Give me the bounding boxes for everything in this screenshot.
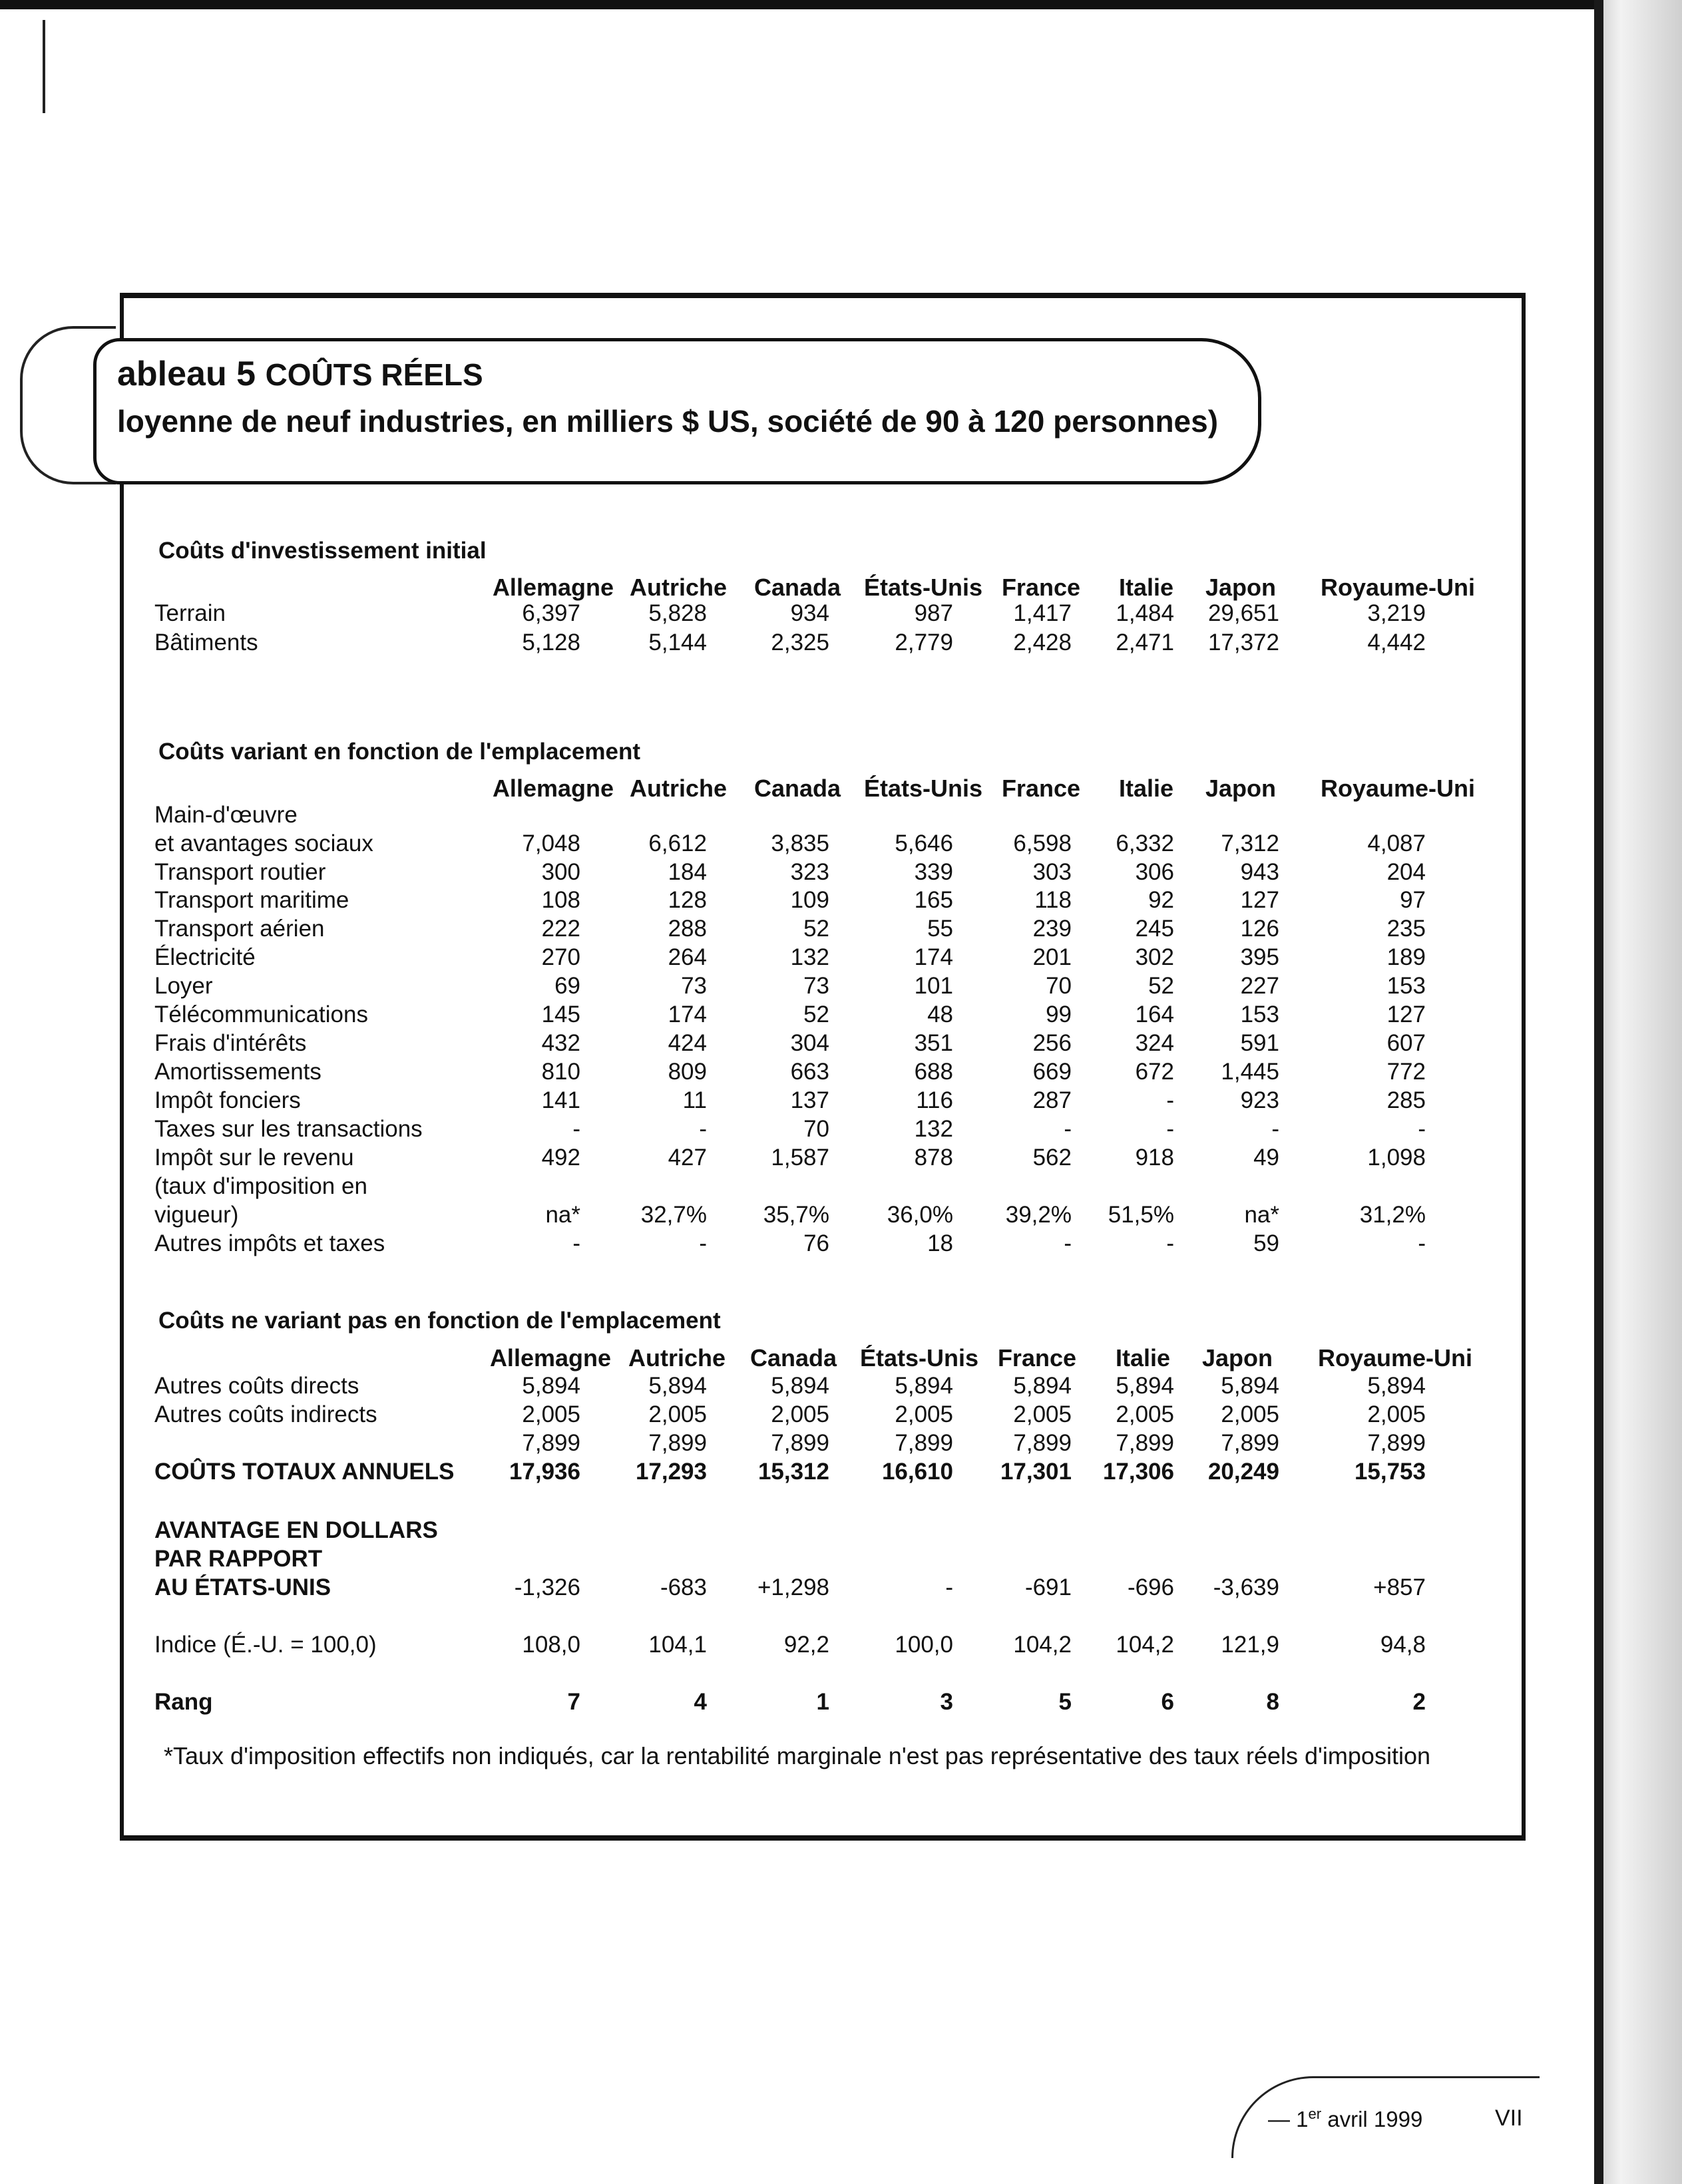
table-cell: 1,587 xyxy=(771,1145,829,1171)
table-cell: 809 xyxy=(668,1059,707,1085)
table-cell: 52 xyxy=(1148,973,1174,999)
column-header: Japon xyxy=(1201,1344,1273,1371)
column-header: Autriche xyxy=(629,775,727,802)
page-number: VII xyxy=(1495,2105,1523,2131)
column-header: France xyxy=(1001,574,1080,601)
table-cell: 116 xyxy=(916,1087,953,1113)
title-prefix: ableau 5 xyxy=(117,355,256,393)
footnote: *Taux d'imposition effectifs non indiqués, car la rentabilité marginale n'est pas représentative des taux réels d'imposition xyxy=(164,1742,1430,1769)
table-cell: 323 xyxy=(790,859,829,885)
table-cell: - xyxy=(572,1116,580,1142)
column-header: États-Unis xyxy=(863,775,982,802)
table-cell: 270 xyxy=(541,944,580,970)
table-cell: 17,306 xyxy=(1102,1459,1174,1485)
column-header: États-Unis xyxy=(863,574,982,601)
table-cell: 17,372 xyxy=(1207,630,1279,655)
row-label: (taux d'imposition en xyxy=(154,1173,367,1199)
table-cell: 70 xyxy=(1046,973,1072,999)
footer-dash: — 1 xyxy=(1268,2107,1309,2131)
table-cell: 127 xyxy=(1386,1001,1426,1027)
table-cell: 395 xyxy=(1240,944,1279,970)
table-cell: - xyxy=(1418,1116,1426,1142)
table-cell: 306 xyxy=(1135,859,1174,885)
row-label: Autres impôts et taxes xyxy=(154,1230,385,1256)
column-header: Canada xyxy=(753,775,841,802)
column-header: Italie xyxy=(1118,574,1173,601)
table-cell: 669 xyxy=(1032,1059,1072,1085)
column-header: Allemagne xyxy=(492,775,614,802)
table-cell: 201 xyxy=(1032,944,1072,970)
table-cell: 126 xyxy=(1240,916,1279,942)
table-cell: 772 xyxy=(1386,1059,1426,1085)
table-cell: 7,899 xyxy=(1013,1430,1072,1456)
table-cell: 17,293 xyxy=(635,1459,707,1485)
table-cell: 302 xyxy=(1135,944,1174,970)
table-cell: 69 xyxy=(554,973,580,999)
row-label: Autres coûts directs xyxy=(154,1373,359,1399)
scan-right-edge xyxy=(1594,0,1682,2184)
table-cell: 987 xyxy=(914,600,953,626)
table-cell: 5,894 xyxy=(1221,1373,1279,1399)
table-cell: 300 xyxy=(541,859,580,885)
table-cell: 5,894 xyxy=(771,1373,829,1399)
table-cell: 204 xyxy=(1386,859,1426,885)
table-cell: 7,899 xyxy=(1116,1430,1174,1456)
table-cell: 39,2% xyxy=(1005,1202,1072,1228)
table-cell: - xyxy=(699,1116,707,1142)
column-header: Autriche xyxy=(628,1344,726,1371)
column-header: Allemagne xyxy=(489,1344,611,1371)
row-label: Électricité xyxy=(154,944,256,970)
table-cell: 100,0 xyxy=(895,1632,953,1658)
table-cell: 118 xyxy=(1034,887,1072,913)
table-cell: 5,894 xyxy=(522,1373,580,1399)
table-cell: 810 xyxy=(541,1059,580,1085)
table-cell: 239 xyxy=(1032,916,1072,942)
table-cell: 127 xyxy=(1240,887,1279,913)
table-cell: +1,298 xyxy=(757,1574,829,1600)
table-cell: 8 xyxy=(1266,1689,1279,1715)
table-cell: 562 xyxy=(1032,1145,1072,1171)
table-cell: 132 xyxy=(914,1116,953,1142)
row-label: Indice (É.-U. = 100,0) xyxy=(154,1632,377,1658)
column-header: France xyxy=(997,1344,1076,1371)
advantage-label: AU ÉTATS-UNIS xyxy=(154,1574,331,1600)
row-label: Transport routier xyxy=(154,859,326,885)
table-cell: 55 xyxy=(927,916,953,942)
table-cell: - xyxy=(1166,1230,1174,1256)
table-cell: 92,2 xyxy=(783,1632,829,1658)
table-cell: 227 xyxy=(1240,973,1279,999)
table-cell: - xyxy=(699,1230,707,1256)
table-cell: 339 xyxy=(914,859,953,885)
table-cell: 3,835 xyxy=(771,830,829,856)
section-title: Coûts variant en fonction de l'emplacement xyxy=(158,739,641,765)
footer-date xyxy=(1268,2105,1422,2132)
table-cell: 73 xyxy=(803,973,829,999)
table-cell: 288 xyxy=(668,916,707,942)
column-header: France xyxy=(1001,775,1080,802)
table-cell: 943 xyxy=(1240,859,1279,885)
table-cell: 7,899 xyxy=(771,1430,829,1456)
table-cell: 5,894 xyxy=(1116,1373,1174,1399)
table-cell: - xyxy=(1271,1116,1279,1142)
table-cell: 48 xyxy=(927,1001,953,1027)
row-label: Impôt fonciers xyxy=(154,1087,301,1113)
column-header: Canada xyxy=(753,574,841,601)
table-cell: -691 xyxy=(1024,1574,1072,1600)
table-cell: 351 xyxy=(914,1030,953,1056)
table-cell: 2,005 xyxy=(522,1401,580,1427)
footer-date-rest: avril 1999 xyxy=(1321,2107,1423,2131)
table-cell: 424 xyxy=(668,1030,707,1056)
column-header: Italie xyxy=(1115,1344,1170,1371)
table-cell: 5,144 xyxy=(648,630,707,655)
table-cell: 73 xyxy=(681,973,707,999)
row-label: COÛTS TOTAUX ANNUELS xyxy=(154,1459,455,1485)
table-cell: 92 xyxy=(1148,887,1174,913)
table-cell: 121,9 xyxy=(1221,1632,1279,1658)
table-cell: 104,2 xyxy=(1013,1632,1072,1658)
row-label: Impôt sur le revenu xyxy=(154,1145,354,1171)
table-cell: - xyxy=(945,1574,953,1600)
table-cell: 2,471 xyxy=(1116,630,1174,655)
table-cell: 5,828 xyxy=(648,600,707,626)
table-cell: 2,325 xyxy=(771,630,829,655)
column-header: Italie xyxy=(1118,775,1173,802)
column-header: Royaume-Uni xyxy=(1320,775,1475,802)
row-label: Autres coûts indirects xyxy=(154,1401,377,1427)
table-cell: 141 xyxy=(541,1087,580,1113)
row-label: Bâtiments xyxy=(154,630,258,655)
column-header: Royaume-Uni xyxy=(1320,574,1475,601)
table-cell: 20,249 xyxy=(1207,1459,1279,1485)
table-cell: 184 xyxy=(668,859,707,885)
table-cell: 304 xyxy=(790,1030,829,1056)
column-header: Autriche xyxy=(629,574,727,601)
table-cell: 2 xyxy=(1412,1689,1426,1715)
table-cell: 1,098 xyxy=(1367,1145,1426,1171)
table-cell: 94,8 xyxy=(1380,1632,1426,1658)
table-cell: 2,005 xyxy=(895,1401,953,1427)
table-cell: 153 xyxy=(1386,973,1426,999)
row-label: Frais d'intérêts xyxy=(154,1030,307,1056)
table-cell: 303 xyxy=(1032,859,1072,885)
table-cell: 427 xyxy=(668,1145,707,1171)
table-cell: 264 xyxy=(668,944,707,970)
table-cell: 108 xyxy=(541,887,580,913)
table-cell: 76 xyxy=(803,1230,829,1256)
table-cell: 174 xyxy=(914,944,953,970)
table-cell: 1 xyxy=(816,1689,829,1715)
table-cell: 4,087 xyxy=(1367,830,1426,856)
table-cell: 15,312 xyxy=(757,1459,829,1485)
table-cell: 108,0 xyxy=(522,1632,580,1658)
table-cell: 492 xyxy=(541,1145,580,1171)
table-cell: - xyxy=(1166,1087,1174,1113)
table-cell: -3,639 xyxy=(1213,1574,1279,1600)
table-title xyxy=(117,354,483,394)
table-cell: 6 xyxy=(1161,1689,1174,1715)
table-cell: 5,894 xyxy=(648,1373,707,1399)
column-header: Japon xyxy=(1205,574,1276,601)
table-cell: 128 xyxy=(668,887,707,913)
row-label: Rang xyxy=(154,1689,213,1715)
table-cell: 145 xyxy=(541,1001,580,1027)
table-cell: 70 xyxy=(803,1116,829,1142)
table-cell: 7,899 xyxy=(1221,1430,1279,1456)
table-cell: 7,312 xyxy=(1221,830,1279,856)
table-cell: 2,005 xyxy=(1116,1401,1174,1427)
table-cell: 164 xyxy=(1135,1001,1174,1027)
table-cell: 52 xyxy=(803,916,829,942)
column-header: Royaume-Uni xyxy=(1317,1344,1472,1371)
table-cell: 923 xyxy=(1240,1087,1279,1113)
table-cell: 324 xyxy=(1135,1030,1174,1056)
column-header: Japon xyxy=(1205,775,1276,802)
table-cell: 6,332 xyxy=(1116,830,1174,856)
table-cell: 6,397 xyxy=(522,600,580,626)
advantage-label: AVANTAGE EN DOLLARS xyxy=(154,1517,438,1543)
table-cell: 6,598 xyxy=(1013,830,1072,856)
table-cell: 256 xyxy=(1032,1030,1072,1056)
table-cell: 11 xyxy=(682,1087,707,1113)
section-title: Coûts d'investissement initial xyxy=(158,538,487,564)
row-label: Amortissements xyxy=(154,1059,321,1085)
table-cell: 52 xyxy=(803,1001,829,1027)
table-cell: 165 xyxy=(914,887,953,913)
table-cell: 189 xyxy=(1386,944,1426,970)
row-label: et avantages sociaux xyxy=(154,830,373,856)
table-cell: 1,484 xyxy=(1116,600,1174,626)
row-label: vigueur) xyxy=(154,1202,239,1228)
row-label: Main-d'œuvre xyxy=(154,802,298,828)
table-cell: 5,128 xyxy=(522,630,580,655)
table-cell: 3 xyxy=(940,1689,953,1715)
table-cell: 7 xyxy=(567,1689,580,1715)
table-cell: 7,899 xyxy=(648,1430,707,1456)
table-cell: - xyxy=(1166,1116,1174,1142)
table-cell: 104,1 xyxy=(648,1632,707,1658)
table-cell: 918 xyxy=(1135,1145,1174,1171)
table-subtitle: loyenne de neuf industries, en milliers $ US, société de 90 à 120 personnes) xyxy=(117,404,1219,439)
table-cell: 5,894 xyxy=(895,1373,953,1399)
table-cell: 31,2% xyxy=(1359,1202,1426,1228)
table-cell: 688 xyxy=(914,1059,953,1085)
table-cell: na* xyxy=(545,1202,580,1228)
table-cell: 285 xyxy=(1386,1087,1426,1113)
table-cell: -683 xyxy=(660,1574,707,1600)
table-cell: 109 xyxy=(790,887,829,913)
table-cell: 7,899 xyxy=(895,1430,953,1456)
row-label: Transport aérien xyxy=(154,916,325,942)
table-cell: 36,0% xyxy=(887,1202,953,1228)
table-cell: 29,651 xyxy=(1207,600,1279,626)
column-header: Allemagne xyxy=(492,574,614,601)
table-cell: 5,894 xyxy=(1367,1373,1426,1399)
table-cell: 2,005 xyxy=(1013,1401,1072,1427)
table-cell: 4,442 xyxy=(1367,630,1426,655)
table-cell: 2,005 xyxy=(771,1401,829,1427)
column-header: Canada xyxy=(749,1344,837,1371)
table-cell: 153 xyxy=(1240,1001,1279,1027)
table-cell: 16,610 xyxy=(881,1459,953,1485)
title-smallcaps: COÛTS RÉELS xyxy=(265,357,483,392)
scan-left-mark xyxy=(43,20,45,113)
table-cell: 4 xyxy=(694,1689,707,1715)
row-label: Télécommunications xyxy=(154,1001,368,1027)
table-cell: 17,936 xyxy=(509,1459,580,1485)
table-cell: 5 xyxy=(1058,1689,1072,1715)
table-cell: 663 xyxy=(790,1059,829,1085)
table-cell: +857 xyxy=(1373,1574,1426,1600)
table-cell: - xyxy=(1064,1230,1072,1256)
table-cell: 59 xyxy=(1253,1230,1279,1256)
table-cell: 1,417 xyxy=(1013,600,1072,626)
table-cell: 17,301 xyxy=(1000,1459,1072,1485)
table-cell: 132 xyxy=(790,944,829,970)
table-cell: 591 xyxy=(1240,1030,1279,1056)
table-cell: - xyxy=(572,1230,580,1256)
table-cell: 7,048 xyxy=(522,830,580,856)
table-cell: 672 xyxy=(1135,1059,1174,1085)
table-cell: 5,894 xyxy=(1013,1373,1072,1399)
table-cell: 7,899 xyxy=(522,1430,580,1456)
table-cell: 1,445 xyxy=(1221,1059,1279,1085)
table-cell: 607 xyxy=(1386,1030,1426,1056)
table-cell: 934 xyxy=(790,600,829,626)
table-cell: 3,219 xyxy=(1367,600,1426,626)
table-cell: 174 xyxy=(668,1001,707,1027)
table-cell: 5,646 xyxy=(895,830,953,856)
table-cell: 245 xyxy=(1135,916,1174,942)
table-cell: 32,7% xyxy=(640,1202,707,1228)
table-cell: - xyxy=(1064,1116,1072,1142)
table-cell: 7,899 xyxy=(1367,1430,1426,1456)
table-cell: 432 xyxy=(541,1030,580,1056)
table-cell: -1,326 xyxy=(514,1574,580,1600)
table-cell: 2,779 xyxy=(895,630,953,655)
table-cell: 235 xyxy=(1386,916,1426,942)
table-cell: 35,7% xyxy=(763,1202,829,1228)
row-label: Loyer xyxy=(154,973,213,999)
table-cell: 104,2 xyxy=(1116,1632,1174,1658)
table-cell: 287 xyxy=(1032,1087,1072,1113)
table-cell: 2,005 xyxy=(1367,1401,1426,1427)
table-cell: 51,5% xyxy=(1108,1202,1174,1228)
section-title: Coûts ne variant pas en fonction de l'emplacement xyxy=(158,1308,721,1334)
table-cell: 15,753 xyxy=(1354,1459,1426,1485)
table-cell: 18 xyxy=(927,1230,953,1256)
table-cell: - xyxy=(1418,1230,1426,1256)
table-cell: 97 xyxy=(1400,887,1426,913)
table-cell: 49 xyxy=(1253,1145,1279,1171)
table-cell: 2,005 xyxy=(648,1401,707,1427)
table-cell: 2,005 xyxy=(1221,1401,1279,1427)
table-cell: -696 xyxy=(1127,1574,1174,1600)
advantage-label: PAR RAPPORT xyxy=(154,1546,323,1572)
table-cell: 878 xyxy=(914,1145,953,1171)
table-cell: 137 xyxy=(790,1087,829,1113)
column-header: États-Unis xyxy=(859,1344,978,1371)
table-cell: 222 xyxy=(541,916,580,942)
table-cell: 6,612 xyxy=(648,830,707,856)
scan-top-edge xyxy=(0,0,1682,9)
row-label: Terrain xyxy=(154,600,226,626)
row-label: Transport maritime xyxy=(154,887,349,913)
table-cell: 101 xyxy=(914,973,953,999)
table-cell: 2,428 xyxy=(1013,630,1072,655)
row-label: Taxes sur les transactions xyxy=(154,1116,423,1142)
table-cell: 99 xyxy=(1046,1001,1072,1027)
table-cell: na* xyxy=(1244,1202,1279,1228)
footer-sup: er xyxy=(1308,2105,1322,2122)
